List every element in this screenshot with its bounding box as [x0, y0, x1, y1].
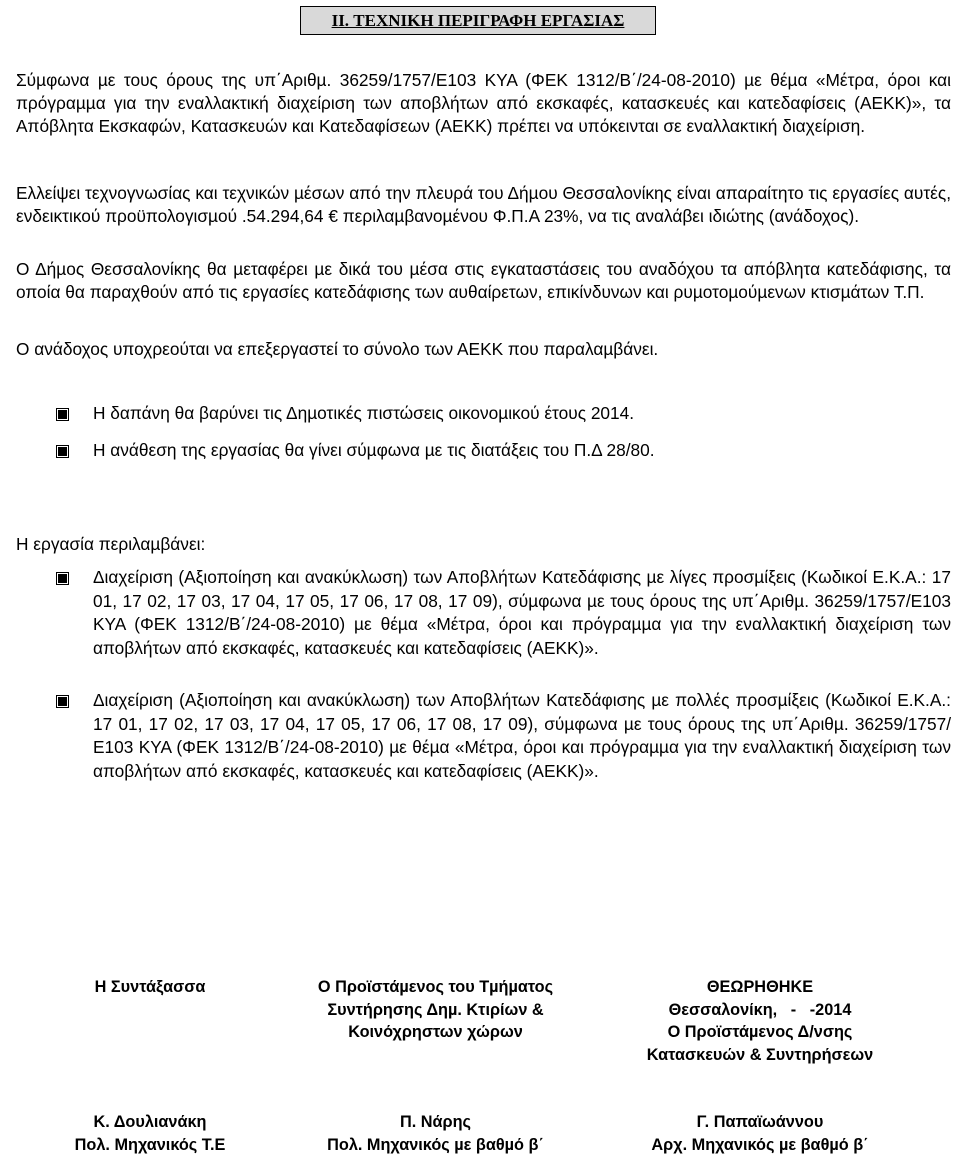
section-title-text: II. ΤΕΧΝΙΚΗ ΠΕΡΙΓΡΑΦΗ ΕΡΓΑΣΙΑΣ: [332, 11, 625, 30]
includes-heading: Η εργασία περιλαµβάνει:: [16, 533, 951, 556]
signature-name: Κ. Δουλιανάκη: [40, 1111, 260, 1134]
paragraph-legal-basis: Σύµφωνα µε τους όρους της υπ΄Αριθµ. 36259/1757/Ε103 ΚΥΑ (ΦΕΚ 1312/Β΄/24-08-2010) µε θέµα «Μέτρα, όροι και πρόγραµµα για την εναλλακτική διαχείριση των αποβλήτων από εκσκαφές, κατασκευές και κατεδαφίσεις (ΑΕΚΚ)», τα Απόβλητα Εκσκαφών, Κατασκευών και Κατεδαφίσεων (ΑΕΚΚ) πρέπει να υπόκεινται σε εναλλακτική διαχείριση.: [16, 69, 951, 138]
square-bullet-icon: [56, 695, 69, 708]
signature-role: Ο Προϊστάµενος Δ/νσης: [610, 1021, 910, 1044]
signature-block-director: [610, 976, 910, 1066]
signature-title: Αρχ. Μηχανικός µε βαθµό β΄: [610, 1134, 910, 1156]
paragraph-budget: Ελλείψει τεχνογνωσίας και τεχνικών µέσων από την πλευρά του Δήµου Θεσσαλονίκης είναι απαραίτητο τις εργασίες αυτές, ενδεικτικού προϋπολογισµού .54.294,64 € περιλαµβανοµένου Φ.Π.Α 23%, να τις αναλάβει ιδιώτης (ανάδοχος).: [16, 182, 951, 228]
square-bullet-icon: [56, 572, 69, 585]
signature-role: Θεσσαλονίκη, - -2014: [610, 999, 910, 1022]
signature-role: Κατασκευών & Συντηρήσεων: [610, 1044, 910, 1067]
signature-block-author: [40, 976, 260, 999]
bullet-item-many-admixtures: Διαχείριση (Αξιοποίηση και ανακύκλωση) των Αποβλήτων Κατεδάφισης µε πολλές προσµίξεις (Κωδικοί Ε.Κ.Α.: 17 01, 17 02, 17 03, 17 04, 17 05, 17 06, 17 08, 17 09), σύµφωνα µε τους όρους της υπ΄Αριθµ. 36259/1757/Ε103 ΚΥΑ (ΦΕΚ 1312/Β΄/24-08-2010) µε θέµα «Μέτρα, όροι και πρόγραµµα για την εναλλακτική διαχείριση των αποβλήτων από εκσκαφές, κατασκευές και κατεδαφίσεις (ΑΕΚΚ)».: [93, 689, 951, 783]
signature-role: Η Συντάξασσα: [40, 976, 260, 999]
signature-role: Ο Προϊστάµενος του Τµήµατος: [283, 976, 588, 999]
signature-role: Κοινόχρηστων χώρων: [283, 1021, 588, 1044]
square-bullet-icon: [56, 445, 69, 458]
signature-name: Γ. Παπαϊωάννου: [610, 1111, 910, 1134]
signature-role: ΘΕΩΡΗΘΗΚΕ: [610, 976, 910, 999]
signature-name-block-section-head: [283, 1111, 588, 1156]
section-title: [300, 6, 656, 35]
signature-block-section-head: [283, 976, 588, 1044]
paragraph-transport: Ο Δήµος Θεσσαλονίκης θα µεταφέρει µε δικά του µέσα στις εγκαταστάσεις του αναδόχου τα απόβλητα κατεδάφισης, τα οποία θα παραχθούν από τις εργασίες κατεδάφισης των αυθαίρετων, επικίνδυνων και ρυµοτοµούµενων κτισµάτων Τ.Π.: [16, 258, 951, 304]
signature-name-block-director: [610, 1111, 910, 1156]
signature-title: Πολ. Μηχανικός µε βαθµό β΄: [283, 1134, 588, 1156]
signature-name-block-author: [40, 1111, 260, 1156]
square-bullet-icon: [56, 408, 69, 421]
bullet-item-few-admixtures: Διαχείριση (Αξιοποίηση και ανακύκλωση) των Αποβλήτων Κατεδάφισης µε λίγες προσµίξεις (Κωδικοί Ε.Κ.Α.: 17 01, 17 02, 17 03, 17 04, 17 05, 17 06, 17 08, 17 09), σύµφωνα µε τους όρους της υπ΄Αριθµ. 36259/1757/Ε103 ΚΥΑ (ΦΕΚ 1312/Β΄/24-08-2010) µε θέµα «Μέτρα, όροι και πρόγραµµα για την εναλλακτική διαχείριση των αποβλήτων από εκσκαφές, κατασκευές και κατεδαφίσεις (ΑΕΚΚ)».: [93, 566, 951, 660]
signature-role: Συντήρησης Δηµ. Κτιρίων &: [283, 999, 588, 1022]
signature-name: Π. Νάρης: [283, 1111, 588, 1134]
bullet-item-assignment-law: Η ανάθεση της εργασίας θα γίνει σύµφωνα µε τις διατάξεις του Π.Δ 28/80.: [93, 439, 951, 463]
signature-title: Πολ. Μηχανικός Τ.Ε: [40, 1134, 260, 1156]
bullet-item-budget-year: Η δαπάνη θα βαρύνει τις Δηµοτικές πιστώσεις οικονοµικού έτους 2014.: [93, 402, 951, 426]
paragraph-contractor-obligation: Ο ανάδοχος υποχρεούται να επεξεργαστεί το σύνολο των ΑΕΚΚ που παραλαµβάνει.: [16, 338, 951, 361]
